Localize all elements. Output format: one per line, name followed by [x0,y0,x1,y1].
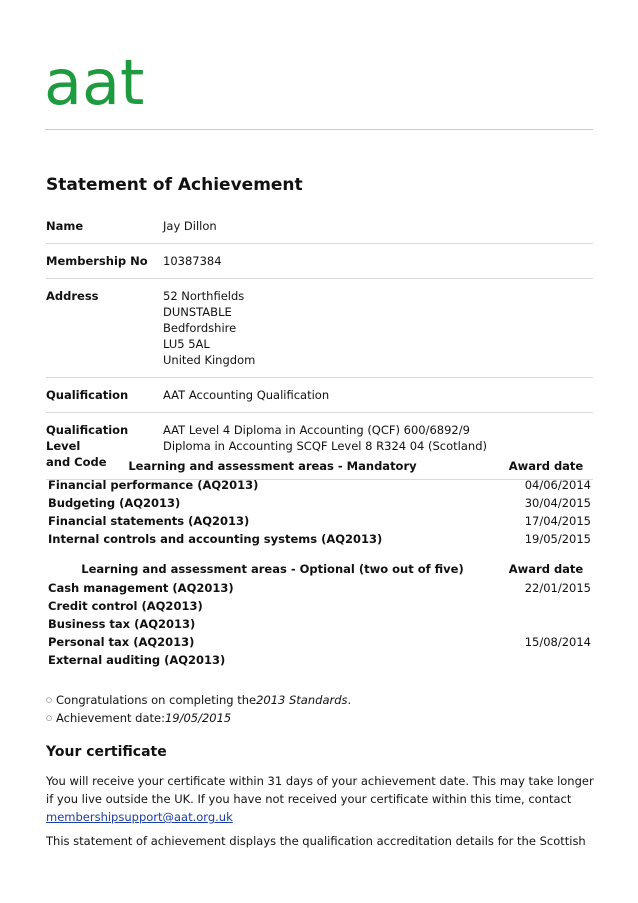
detail-label: Name [46,219,84,233]
detail-value [163,387,593,403]
award-date: 22/01/2015 [524,581,591,595]
achievement-date-value: 19/05/2015 [164,711,232,725]
congratulations-note [46,691,351,709]
bullet-icon: ○ [46,696,53,704]
detail-row-qualification [46,378,593,413]
column-header-area: Learning and assessment areas - Optional (two out of five) [81,562,464,576]
table-row [46,615,593,633]
congrats-prefix: Congratulations on completing the [56,693,257,707]
member-details [46,209,593,480]
detail-label: Qualification [46,388,129,402]
award-date [499,597,593,615]
certificate-paragraph-text: You will receive your certificate within 31 days of your achievement date. This may take longer if you live outside the UK. If you have not received your certificate within this time, contact [46,774,594,806]
award-date: 19/05/2015 [524,532,591,546]
qualification-level-line: AAT Level 4 Diploma in Accounting (QCF) 600/6892/9 [163,423,470,437]
column-header-date: Award date [508,459,584,473]
award-date [499,615,593,633]
mandatory-areas-table [46,458,593,548]
area-name: Internal controls and accounting systems (AQ2013) [48,532,383,546]
name-value: Jay Dillon [163,219,217,233]
aat-logo-text: aat [44,46,145,108]
area-name: Financial performance (AQ2013) [48,478,259,492]
award-date: 04/06/2014 [524,478,591,492]
page-title: Statement of Achievement [46,175,303,195]
address-value [163,288,593,368]
achievement-notes [46,691,351,727]
aat-logo-graphic [44,46,148,108]
area-name: Personal tax (AQ2013) [48,635,195,649]
detail-row-address [46,279,593,378]
table-row [46,651,593,669]
address-line: LU5 5AL [163,337,210,351]
qualification-level-line: Diploma in Accounting SCQF Level 8 R324 04 (Scotland) [163,439,487,453]
support-email-link[interactable]: membershipsupport@aat.org.uk [46,810,233,824]
congrats-standard: 2013 Standards [256,693,348,707]
accreditation-paragraph: This statement of achievement displays the qualification accreditation details for the Scottish [46,834,586,848]
detail-label-line: Qualification Level [46,423,129,453]
award-date: 15/08/2014 [524,635,591,649]
detail-label: Membership No [46,254,148,268]
achievement-date-label: Achievement date: [56,711,165,725]
congrats-suffix: . [347,693,352,707]
award-date [499,651,593,669]
area-name: External auditing (AQ2013) [48,653,226,667]
table-row [46,530,593,548]
table-header-row [46,561,593,579]
area-name: Budgeting (AQ2013) [48,496,181,510]
address-line: United Kingdom [163,353,256,367]
certificate-paragraph [46,772,594,826]
table-row [46,494,593,512]
certificate-heading: Your certificate [46,744,167,760]
achievement-date-note [46,709,351,727]
qualification-value: AAT Accounting Qualification [163,388,330,402]
detail-value [163,218,593,234]
address-line: 52 Northfields [163,289,245,303]
area-name: Credit control (AQ2013) [48,599,203,613]
detail-row-name [46,209,593,244]
detail-row-membership [46,244,593,279]
optional-areas-table [46,561,593,669]
table-row [46,597,593,615]
award-date: 30/04/2015 [524,496,591,510]
detail-label-line: and Code [46,455,107,469]
table-row [46,476,593,494]
detail-value [163,253,593,269]
detail-label: Address [46,289,99,303]
area-name: Cash management (AQ2013) [48,581,234,595]
header-divider [45,129,593,130]
table-row [46,579,593,597]
address-line: Bedfordshire [163,321,237,335]
area-name: Business tax (AQ2013) [48,617,196,631]
bullet-icon: ○ [46,714,53,722]
membership-value: 10387384 [163,254,222,268]
table-row [46,633,593,651]
column-header-area: Learning and assessment areas - Mandatory [128,459,417,473]
area-name: Financial statements (AQ2013) [48,514,250,528]
column-header-date: Award date [508,562,584,576]
table-header-row [46,458,593,476]
aat-logo [44,46,148,108]
award-date: 17/04/2015 [524,514,591,528]
table-row [46,512,593,530]
address-line: DUNSTABLE [163,305,232,319]
